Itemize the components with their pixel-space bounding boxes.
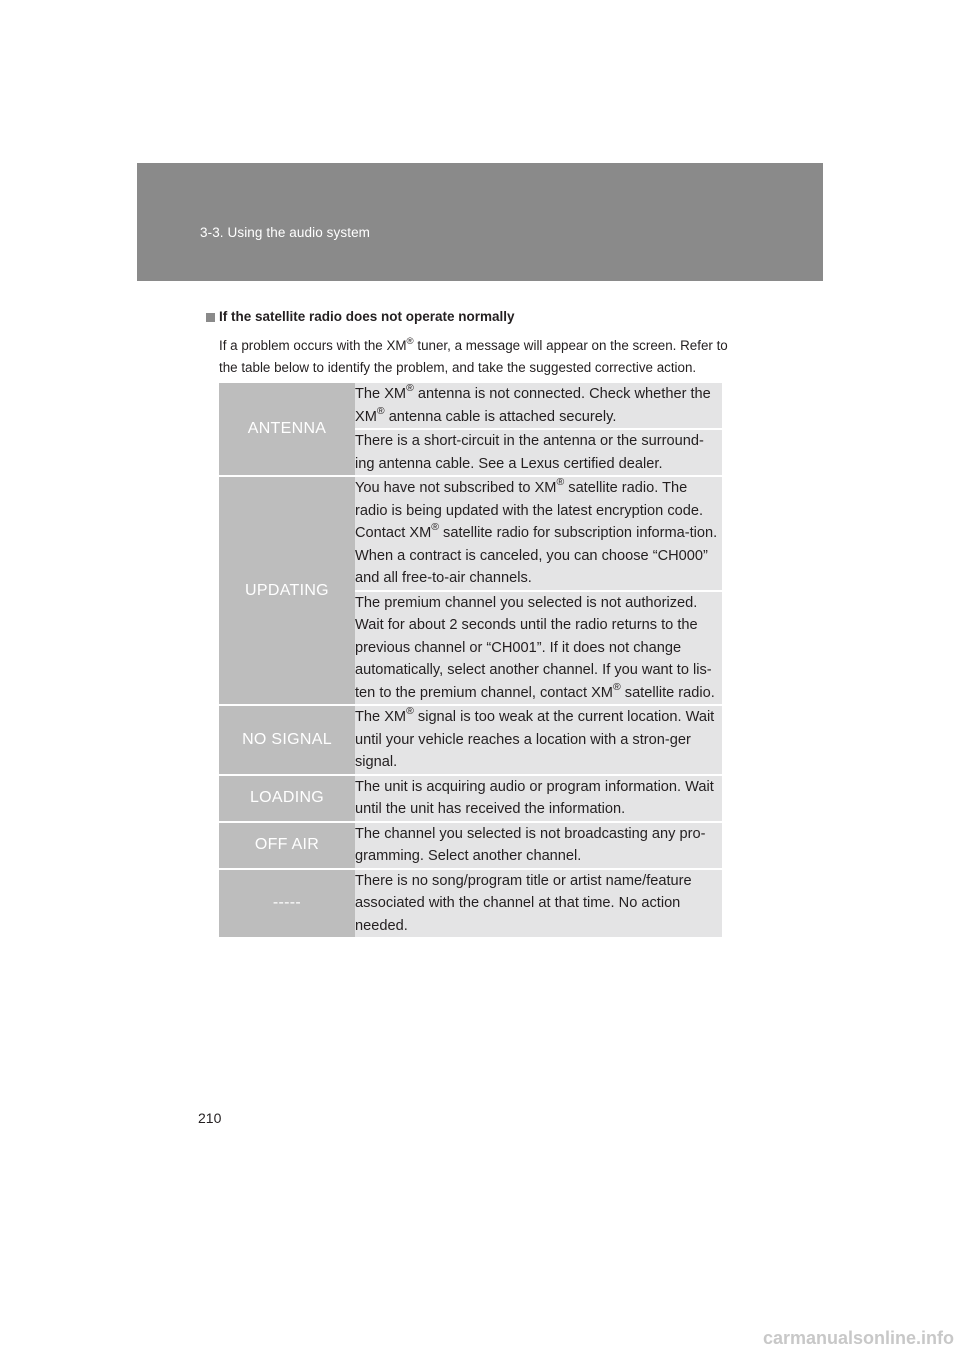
section-heading-text: If the satellite radio does not operate normally — [219, 309, 515, 324]
square-bullet-icon — [206, 313, 215, 322]
message-description: The premium channel you selected is not authorized. Wait for about 2 seconds until the radio returns to the previous channel or “CH001”. If it does not change automatically, select another channel. If you want to lis-ten to the premium channel, contact XM® satellite radio. — [355, 591, 722, 706]
watermark: carmanualsonline.info — [762, 1328, 954, 1348]
message-description: The XM® antenna is not connected. Check whether the XM® antenna cable is attached securely. — [355, 383, 722, 429]
page-number: 210 — [198, 1110, 222, 1126]
table-row — [219, 705, 722, 775]
table-row — [219, 476, 722, 591]
message-description: The channel you selected is not broadcasting any pro-gramming. Select another channel. — [355, 822, 722, 869]
table-row — [219, 383, 722, 429]
message-description: There is no song/program title or artist name/feature associated with the channel at that time. No action needed. — [355, 869, 722, 939]
message-code: UPDATING — [219, 476, 355, 705]
section-heading — [206, 309, 515, 324]
intro-paragraph: If a problem occurs with the XM® tuner, a message will appear on the screen. Refer to the table below to identify the problem, and take the suggested corrective action. — [219, 335, 728, 375]
message-description: The XM® signal is too weak at the current location. Wait until your vehicle reaches a location with a stron-ger signal. — [355, 705, 722, 775]
message-table — [219, 383, 722, 939]
message-description: There is a short-circuit in the antenna or the surround-ing antenna cable. See a Lexus certified dealer. — [355, 429, 722, 476]
message-code: LOADING — [219, 775, 355, 822]
message-description: The unit is acquiring audio or program information. Wait until the unit has received the information. — [355, 775, 722, 822]
table-row — [219, 869, 722, 939]
message-code: NO SIGNAL — [219, 705, 355, 775]
message-code: ----- — [219, 869, 355, 939]
message-code: OFF AIR — [219, 822, 355, 869]
table-row — [219, 822, 722, 869]
message-description: You have not subscribed to XM® satellite radio. The radio is being updated with the latest encryption code. Contact XM® satellite radio for subscription informa-tion. When a contract is canceled, you can choose “CH000” and all free-to-air channels. — [355, 476, 722, 591]
breadcrumb: 3-3. Using the audio system — [200, 225, 371, 240]
table-row — [219, 775, 722, 822]
message-code: ANTENNA — [219, 383, 355, 476]
header-band — [137, 163, 823, 281]
